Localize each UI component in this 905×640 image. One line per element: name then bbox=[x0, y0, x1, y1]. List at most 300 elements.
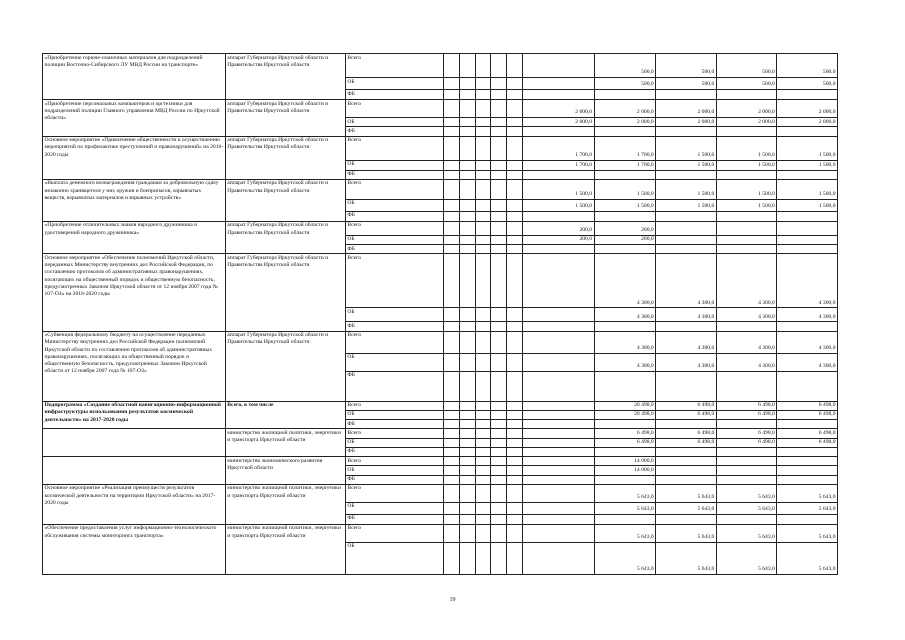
funding-source-cell: Всего bbox=[345, 524, 443, 542]
amount-cell bbox=[459, 484, 475, 502]
amount-cell bbox=[656, 466, 717, 475]
amount-cell bbox=[594, 475, 656, 484]
amount-cell bbox=[443, 475, 459, 484]
amount-cell bbox=[716, 127, 777, 136]
amount-cell: 2 000,0 bbox=[656, 100, 717, 118]
funding-source-cell: Всего bbox=[345, 484, 443, 502]
amount-cell bbox=[491, 322, 507, 331]
amount-cell bbox=[491, 457, 507, 466]
amount-cell bbox=[459, 211, 475, 221]
amount-cell bbox=[491, 524, 507, 542]
amount-cell bbox=[594, 90, 656, 100]
amount-cell bbox=[523, 322, 594, 331]
amount-cell bbox=[491, 160, 507, 170]
amount-cell bbox=[594, 127, 656, 136]
amount-cell bbox=[716, 371, 777, 401]
amount-cell bbox=[594, 514, 656, 524]
amount-cell bbox=[507, 322, 523, 331]
amount-cell bbox=[459, 524, 475, 542]
amount-cell bbox=[459, 410, 475, 419]
amount-cell bbox=[475, 254, 491, 308]
amount-cell: 6 498,0 bbox=[656, 429, 717, 438]
amount-cell bbox=[523, 438, 594, 447]
amount-cell bbox=[507, 179, 523, 199]
amount-cell bbox=[443, 371, 459, 401]
amount-cell bbox=[443, 429, 459, 438]
amount-cell bbox=[656, 127, 717, 136]
amount-cell: 1 500,0 bbox=[777, 199, 838, 211]
funding-source-cell: ФБ bbox=[345, 170, 443, 179]
amount-cell bbox=[507, 457, 523, 466]
amount-cell bbox=[491, 484, 507, 502]
amount-cell: 500,0 bbox=[594, 78, 656, 90]
amount-cell: 6 498,0 bbox=[777, 410, 838, 419]
amount-cell bbox=[459, 438, 475, 447]
amount-cell: 5 643,0 bbox=[777, 484, 838, 502]
amount-cell bbox=[507, 401, 523, 410]
amount-cell: 500,0 bbox=[716, 54, 777, 78]
amount-cell bbox=[716, 447, 777, 456]
funding-source-cell: ФБ bbox=[345, 90, 443, 100]
amount-cell: 6 498,0 bbox=[716, 401, 777, 410]
amount-cell bbox=[507, 514, 523, 524]
amount-cell bbox=[475, 331, 491, 353]
amount-cell: 1 500,0 bbox=[716, 160, 777, 170]
funding-source-cell: Всего bbox=[345, 331, 443, 353]
funding-source-cell: ОБ bbox=[345, 235, 443, 244]
amount-cell bbox=[523, 245, 594, 254]
amount-cell bbox=[443, 353, 459, 371]
amount-cell bbox=[459, 78, 475, 90]
amount-cell bbox=[523, 78, 594, 90]
amount-cell bbox=[594, 420, 656, 429]
amount-cell bbox=[459, 235, 475, 244]
amount-cell: 5 643,0 bbox=[716, 524, 777, 542]
funding-source-cell: ФБ bbox=[345, 211, 443, 221]
amount-cell bbox=[475, 245, 491, 254]
amount-cell bbox=[777, 235, 838, 244]
amount-cell bbox=[443, 127, 459, 136]
amount-cell bbox=[459, 100, 475, 118]
amount-cell bbox=[491, 447, 507, 456]
amount-cell bbox=[459, 514, 475, 524]
table-row bbox=[43, 221, 838, 235]
amount-cell bbox=[475, 127, 491, 136]
amount-cell bbox=[443, 466, 459, 475]
amount-cell bbox=[716, 457, 777, 466]
amount-cell bbox=[443, 322, 459, 331]
amount-cell: 4 300,0 bbox=[777, 353, 838, 371]
amount-cell: 200,0 bbox=[523, 235, 594, 244]
amount-cell bbox=[443, 331, 459, 353]
funding-source-cell: Всего bbox=[345, 254, 443, 308]
table-row bbox=[43, 484, 838, 502]
funding-source-cell: Всего bbox=[345, 136, 443, 160]
amount-cell bbox=[656, 90, 717, 100]
amount-cell: 2 000,0 bbox=[656, 118, 717, 127]
funding-source-cell: ОБ bbox=[345, 502, 443, 514]
amount-cell bbox=[716, 170, 777, 179]
amount-cell: 2 000,0 bbox=[523, 118, 594, 127]
measure-name-cell: Основное мероприятие «Привлечение общественности к осуществлению мероприятий по профилактике преступлений и правонарушений» на 2016-2020 годы bbox=[43, 136, 226, 179]
amount-cell bbox=[656, 211, 717, 221]
table-row bbox=[43, 457, 838, 466]
amount-cell bbox=[656, 245, 717, 254]
amount-cell bbox=[523, 542, 594, 574]
amount-cell bbox=[507, 410, 523, 419]
amount-cell bbox=[475, 401, 491, 410]
amount-cell bbox=[716, 235, 777, 244]
amount-cell bbox=[475, 199, 491, 211]
amount-cell bbox=[491, 245, 507, 254]
amount-cell: 6 498,0 bbox=[656, 438, 717, 447]
amount-cell bbox=[491, 136, 507, 160]
amount-cell bbox=[491, 254, 507, 308]
amount-cell bbox=[777, 322, 838, 331]
amount-cell bbox=[459, 254, 475, 308]
amount-cell: 1 700,0 bbox=[523, 136, 594, 160]
amount-cell: 5 643,0 bbox=[656, 502, 717, 514]
table-row bbox=[43, 331, 838, 353]
amount-cell bbox=[443, 199, 459, 211]
amount-cell bbox=[523, 353, 594, 371]
measure-name-cell bbox=[43, 457, 226, 485]
amount-cell bbox=[523, 524, 594, 542]
amount-cell bbox=[491, 331, 507, 353]
document-page bbox=[42, 53, 838, 575]
amount-cell: 1 700,0 bbox=[594, 160, 656, 170]
amount-cell: 14 000,0 bbox=[594, 466, 656, 475]
amount-cell bbox=[443, 100, 459, 118]
measure-name-cell: Основное мероприятие «Обеспечение полномочий Иркутской области, переданных Министерству внутренних дел Российской Федерации, по составлению протоколов об административных правонарушениях, посягающих на общественный порядок и общественную безопасность, предусмотренных Законом Иркутской области от 12 ноября 2007 года № 107-ОЗ» на 2018-2020 годы bbox=[43, 254, 226, 331]
amount-cell bbox=[475, 410, 491, 419]
measure-name-cell: «Приобретение персональных компьютеров и оргтехники для подразделений полиции Главного управления МВД России по Иркутской области» bbox=[43, 100, 226, 137]
amount-cell: 500,0 bbox=[777, 54, 838, 78]
amount-cell bbox=[459, 447, 475, 456]
funding-source-cell: Всего bbox=[345, 221, 443, 235]
amount-cell bbox=[459, 199, 475, 211]
amount-cell bbox=[716, 221, 777, 235]
amount-cell bbox=[475, 420, 491, 429]
amount-cell: 5 643,0 bbox=[716, 502, 777, 514]
amount-cell bbox=[523, 420, 594, 429]
amount-cell bbox=[777, 211, 838, 221]
amount-cell: 4 300,0 bbox=[594, 308, 656, 322]
amount-cell: 500,0 bbox=[594, 54, 656, 78]
amount-cell: 6 498,0 bbox=[656, 401, 717, 410]
amount-cell bbox=[459, 353, 475, 371]
amount-cell bbox=[491, 420, 507, 429]
amount-cell bbox=[475, 136, 491, 160]
amount-cell: 6 498,0 bbox=[594, 438, 656, 447]
amount-cell bbox=[777, 371, 838, 401]
amount-cell bbox=[777, 466, 838, 475]
amount-cell: 5 643,0 bbox=[594, 502, 656, 514]
amount-cell bbox=[475, 54, 491, 78]
amount-cell bbox=[475, 447, 491, 456]
funding-source-cell: Всего bbox=[345, 54, 443, 78]
amount-cell: 1 500,0 bbox=[716, 199, 777, 211]
amount-cell bbox=[491, 429, 507, 438]
amount-cell bbox=[523, 170, 594, 179]
amount-cell: 6 498,0 bbox=[777, 401, 838, 410]
amount-cell: 4 300,0 bbox=[777, 331, 838, 353]
amount-cell bbox=[777, 447, 838, 456]
executor-cell: аппарат Губернатора Иркутской области и Правительства Иркутской области bbox=[225, 136, 345, 179]
amount-cell bbox=[777, 170, 838, 179]
amount-cell bbox=[656, 170, 717, 179]
amount-cell: 5 643,0 bbox=[777, 524, 838, 542]
amount-cell bbox=[475, 322, 491, 331]
amount-cell bbox=[777, 420, 838, 429]
amount-cell: 2 000,0 bbox=[594, 118, 656, 127]
amount-cell bbox=[475, 118, 491, 127]
amount-cell bbox=[443, 410, 459, 419]
amount-cell: 500,0 bbox=[777, 78, 838, 90]
funding-source-cell: ФБ bbox=[345, 127, 443, 136]
amount-cell bbox=[491, 353, 507, 371]
amount-cell bbox=[475, 235, 491, 244]
executor-cell: министерство экономического развития Иркутской области bbox=[225, 457, 345, 485]
amount-cell bbox=[475, 160, 491, 170]
funding-source-cell: Всего bbox=[345, 179, 443, 199]
amount-cell bbox=[523, 475, 594, 484]
amount-cell: 1 500,0 bbox=[594, 179, 656, 199]
amount-cell bbox=[443, 254, 459, 308]
amount-cell bbox=[475, 100, 491, 118]
measure-name-cell: «Субвенция федеральному бюджету на осуществление переданных Министерству внутренних дел Российской Федерации полномочий Иркутской области по составлению протоколов об административных правонарушениях, посягающих на общественный порядок и общественную безопасность, предусмотренных Законом Иркутской области от 12 ноября 2007 года № 107-ОЗ» bbox=[43, 331, 226, 401]
table-row bbox=[43, 429, 838, 438]
amount-cell bbox=[443, 502, 459, 514]
amount-cell bbox=[459, 475, 475, 484]
amount-cell: 2 000,0 bbox=[716, 118, 777, 127]
amount-cell bbox=[475, 170, 491, 179]
amount-cell: 500,0 bbox=[656, 54, 717, 78]
amount-cell bbox=[656, 457, 717, 466]
amount-cell bbox=[475, 466, 491, 475]
amount-cell bbox=[459, 170, 475, 179]
amount-cell bbox=[443, 308, 459, 322]
amount-cell: 500,0 bbox=[716, 78, 777, 90]
amount-cell bbox=[475, 484, 491, 502]
amount-cell bbox=[491, 118, 507, 127]
amount-cell bbox=[507, 199, 523, 211]
amount-cell bbox=[475, 475, 491, 484]
funding-source-cell: ОБ bbox=[345, 353, 443, 371]
amount-cell bbox=[594, 322, 656, 331]
amount-cell bbox=[507, 221, 523, 235]
amount-cell bbox=[523, 429, 594, 438]
amount-cell bbox=[491, 401, 507, 410]
amount-cell bbox=[507, 211, 523, 221]
funding-source-cell: ФБ bbox=[345, 475, 443, 484]
amount-cell bbox=[594, 371, 656, 401]
table-row bbox=[43, 254, 838, 308]
amount-cell bbox=[443, 78, 459, 90]
amount-cell bbox=[491, 211, 507, 221]
amount-cell bbox=[507, 524, 523, 542]
executor-cell: аппарат Губернатора Иркутской области и Правительства Иркутской области bbox=[225, 254, 345, 331]
executor-cell: министерство жилищной политики, энергетики и транспорта Иркутской области bbox=[225, 429, 345, 457]
amount-cell bbox=[459, 429, 475, 438]
amount-cell bbox=[459, 54, 475, 78]
amount-cell: 5 643,0 bbox=[716, 484, 777, 502]
amount-cell: 14 000,0 bbox=[594, 457, 656, 466]
budget-table bbox=[42, 53, 838, 575]
amount-cell bbox=[491, 371, 507, 401]
funding-source-cell: ФБ bbox=[345, 245, 443, 254]
amount-cell bbox=[507, 308, 523, 322]
amount-cell bbox=[459, 245, 475, 254]
amount-cell bbox=[459, 331, 475, 353]
executor-cell: аппарат Губернатора Иркутской области и Правительства Иркутской области bbox=[225, 221, 345, 254]
measure-name-cell: Основное мероприятие «Реализация преимуществ результатов космической деятельности на территории Иркутской области» на 2017-2020 годы bbox=[43, 484, 226, 524]
amount-cell bbox=[459, 160, 475, 170]
amount-cell bbox=[459, 118, 475, 127]
amount-cell: 5 643,0 bbox=[594, 542, 656, 574]
amount-cell bbox=[656, 235, 717, 244]
amount-cell bbox=[716, 245, 777, 254]
amount-cell bbox=[507, 371, 523, 401]
amount-cell bbox=[507, 54, 523, 78]
amount-cell: 6 498,0 bbox=[716, 410, 777, 419]
amount-cell: 4 300,0 bbox=[716, 331, 777, 353]
amount-cell bbox=[523, 308, 594, 322]
amount-cell bbox=[507, 438, 523, 447]
amount-cell bbox=[459, 502, 475, 514]
table-row bbox=[43, 179, 838, 199]
amount-cell bbox=[507, 90, 523, 100]
amount-cell bbox=[443, 211, 459, 221]
funding-source-cell: Всего bbox=[345, 429, 443, 438]
amount-cell: 4 300,0 bbox=[594, 331, 656, 353]
amount-cell bbox=[443, 524, 459, 542]
amount-cell bbox=[491, 54, 507, 78]
amount-cell bbox=[459, 542, 475, 574]
amount-cell bbox=[656, 514, 717, 524]
funding-source-cell: ОБ bbox=[345, 542, 443, 574]
amount-cell bbox=[475, 514, 491, 524]
amount-cell bbox=[716, 420, 777, 429]
amount-cell bbox=[656, 221, 717, 235]
amount-cell bbox=[491, 308, 507, 322]
amount-cell bbox=[443, 118, 459, 127]
table-row bbox=[43, 54, 838, 78]
amount-cell bbox=[507, 254, 523, 308]
amount-cell: 200,0 bbox=[523, 221, 594, 235]
amount-cell: 4 300,0 bbox=[777, 254, 838, 308]
amount-cell bbox=[716, 475, 777, 484]
amount-cell bbox=[443, 457, 459, 466]
amount-cell: 5 643,0 bbox=[656, 542, 717, 574]
amount-cell: 5 643,0 bbox=[656, 484, 717, 502]
amount-cell: 4 300,0 bbox=[656, 254, 717, 308]
amount-cell bbox=[475, 78, 491, 90]
funding-source-cell: ФБ bbox=[345, 447, 443, 456]
funding-source-cell: ОБ bbox=[345, 118, 443, 127]
amount-cell bbox=[459, 420, 475, 429]
amount-cell: 1 500,0 bbox=[656, 199, 717, 211]
measure-name-cell: «Приобретение отличительных знаков народного дружинника и удостоверений народного дружинника» bbox=[43, 221, 226, 254]
amount-cell: 1 500,0 bbox=[523, 199, 594, 211]
amount-cell bbox=[475, 353, 491, 371]
amount-cell: 4 300,0 bbox=[656, 308, 717, 322]
amount-cell bbox=[656, 475, 717, 484]
funding-source-cell: ОБ bbox=[345, 410, 443, 419]
amount-cell bbox=[443, 438, 459, 447]
amount-cell bbox=[656, 420, 717, 429]
measure-name-cell: Подпрограмма «Создание областной навигационно-информационной инфраструктуры использования результатов космической деятельности» на 2017-2020 годы bbox=[43, 401, 226, 429]
amount-cell bbox=[475, 429, 491, 438]
measure-name-cell: «Приобретение горюче-смазочных материалов для подразделений полиции Восточно-Сибирского ЛУ МВД России на транспорте» bbox=[43, 54, 226, 100]
amount-cell: 6 498,0 bbox=[716, 438, 777, 447]
amount-cell: 1 500,0 bbox=[716, 179, 777, 199]
amount-cell: 5 643,0 bbox=[594, 484, 656, 502]
amount-cell: 200,0 bbox=[594, 235, 656, 244]
amount-cell bbox=[523, 371, 594, 401]
amount-cell bbox=[491, 502, 507, 514]
amount-cell: 1 500,0 bbox=[656, 179, 717, 199]
amount-cell bbox=[716, 90, 777, 100]
amount-cell bbox=[491, 410, 507, 419]
amount-cell bbox=[491, 221, 507, 235]
amount-cell bbox=[459, 401, 475, 410]
amount-cell: 6 498,0 bbox=[777, 429, 838, 438]
amount-cell bbox=[716, 322, 777, 331]
table-row bbox=[43, 136, 838, 160]
amount-cell bbox=[594, 447, 656, 456]
executor-cell: аппарат Губернатора Иркутской области и Правительства Иркутской области bbox=[225, 54, 345, 100]
amount-cell: 1 500,0 bbox=[523, 179, 594, 199]
amount-cell bbox=[716, 514, 777, 524]
amount-cell bbox=[594, 211, 656, 221]
amount-cell bbox=[443, 160, 459, 170]
amount-cell: 4 300,0 bbox=[716, 254, 777, 308]
amount-cell: 500,0 bbox=[656, 78, 717, 90]
amount-cell bbox=[459, 90, 475, 100]
funding-source-cell: ОБ bbox=[345, 199, 443, 211]
executor-cell: аппарат Губернатора Иркутской области и Правительства Иркутской области bbox=[225, 179, 345, 221]
amount-cell bbox=[523, 447, 594, 456]
amount-cell bbox=[491, 235, 507, 244]
amount-cell bbox=[459, 179, 475, 199]
amount-cell bbox=[507, 170, 523, 179]
amount-cell bbox=[523, 466, 594, 475]
amount-cell bbox=[507, 353, 523, 371]
amount-cell bbox=[716, 211, 777, 221]
amount-cell bbox=[523, 457, 594, 466]
amount-cell bbox=[777, 127, 838, 136]
amount-cell bbox=[777, 514, 838, 524]
amount-cell: 1 700,0 bbox=[523, 160, 594, 170]
amount-cell bbox=[507, 429, 523, 438]
amount-cell: 1 700,0 bbox=[594, 136, 656, 160]
amount-cell bbox=[491, 170, 507, 179]
funding-source-cell: ФБ bbox=[345, 420, 443, 429]
amount-cell bbox=[777, 475, 838, 484]
amount-cell bbox=[523, 211, 594, 221]
amount-cell: 1 500,0 bbox=[594, 199, 656, 211]
amount-cell bbox=[459, 466, 475, 475]
amount-cell: 1 500,0 bbox=[777, 179, 838, 199]
amount-cell bbox=[443, 136, 459, 160]
amount-cell bbox=[443, 179, 459, 199]
amount-cell bbox=[777, 221, 838, 235]
amount-cell bbox=[523, 484, 594, 502]
amount-cell: 5 643,0 bbox=[656, 524, 717, 542]
amount-cell bbox=[443, 221, 459, 235]
amount-cell bbox=[491, 78, 507, 90]
